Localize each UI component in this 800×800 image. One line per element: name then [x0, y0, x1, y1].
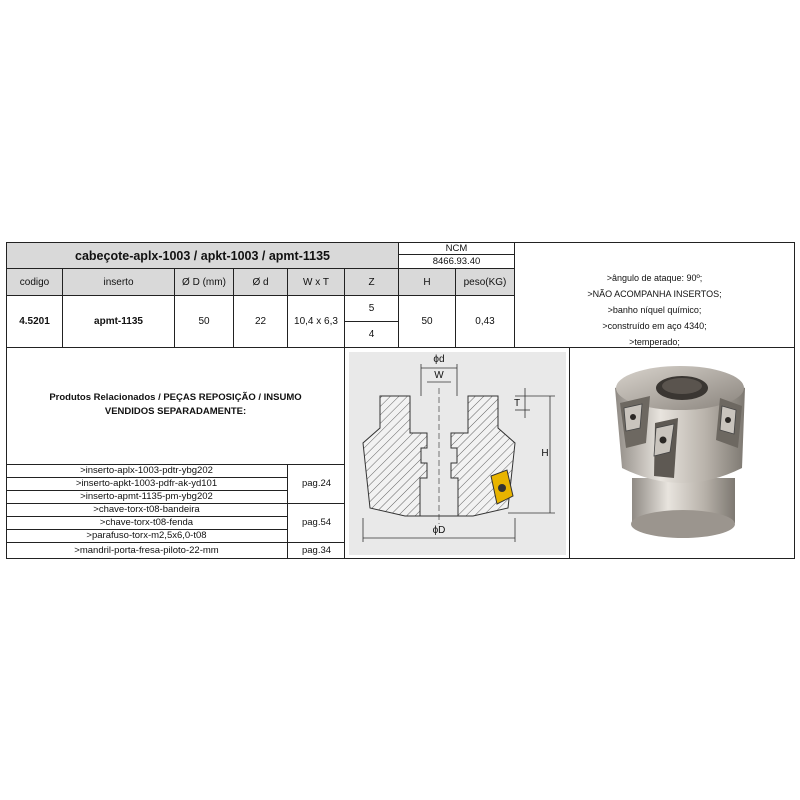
column-header-inserto: inserto — [63, 269, 175, 296]
column-header-wxt: W x T — [288, 269, 345, 296]
ncm-label: NCM — [399, 242, 515, 255]
label-W: W — [434, 370, 444, 381]
cell-D: 50 — [175, 296, 234, 348]
spec-line: >construído em aço 4340; — [602, 321, 707, 331]
column-header-D: Ø D (mm) — [175, 269, 234, 296]
spec-line: >ângulo de ataque: 90º; — [606, 273, 703, 283]
cell-z-top: 5 — [345, 296, 399, 322]
cell-inserto: apmt-1135 — [63, 296, 175, 348]
related-item[interactable]: >inserto-apkt-1003-pdfr-ak-yd101 — [75, 478, 218, 489]
ncm-value: 8466.93.40 — [399, 255, 515, 269]
spec-line: >banho níquel químico; — [607, 305, 702, 315]
technical-drawing — [345, 348, 570, 559]
related-item[interactable]: >chave-torx-t08-bandeira — [93, 504, 200, 515]
cell-peso: 0,43 — [456, 296, 515, 348]
product-photo — [570, 348, 795, 559]
column-header-peso: peso(KG) — [456, 269, 515, 296]
product-title: cabeçote-aplx-1003 / apkt-1003 / apmt-1135 — [6, 242, 399, 269]
column-header-codigo: codigo — [6, 269, 63, 296]
cell-wxt: 10,4 x 6,3 — [288, 296, 345, 348]
spec-line: >NÃO ACOMPANHA INSERTOS; — [587, 289, 722, 299]
related-item[interactable]: >chave-torx-t08-fenda — [99, 517, 194, 528]
specs-box — [515, 242, 795, 348]
cell-z-bottom: 4 — [345, 322, 399, 348]
related-heading: Produtos Relacionados / PEÇAS REPOSIÇÃO / INSUMO — [49, 392, 302, 403]
cell-d: 22 — [234, 296, 288, 348]
related-item[interactable]: >inserto-apmt-1135-pm-ybg202 — [80, 491, 213, 502]
label-D: ϕD — [432, 525, 446, 536]
label-d-small: ϕd — [433, 354, 445, 365]
column-header-z: Z — [345, 269, 399, 296]
spec-line: >temperado; — [629, 337, 680, 347]
page-reference[interactable]: pag.24 — [301, 478, 332, 489]
cell-h: 50 — [399, 296, 456, 348]
cell-codigo: 4.5201 — [6, 296, 63, 348]
label-T: T — [513, 398, 521, 409]
related-item[interactable]: >parafuso-torx-m2,5x6,0-t08 — [86, 530, 207, 541]
related-subheading: VENDIDOS SEPARADAMENTE: — [104, 406, 247, 417]
column-header-h: H — [399, 269, 456, 296]
related-item[interactable]: >mandril-porta-fresa-piloto-22-mm — [74, 545, 219, 556]
related-item[interactable]: >inserto-aplx-1003-pdtr-ybg202 — [80, 465, 213, 476]
page-reference[interactable]: pag.34 — [301, 545, 332, 556]
column-header-d: Ø d — [234, 269, 288, 296]
label-H: H — [541, 448, 549, 459]
page-reference[interactable]: pag.54 — [301, 517, 332, 528]
